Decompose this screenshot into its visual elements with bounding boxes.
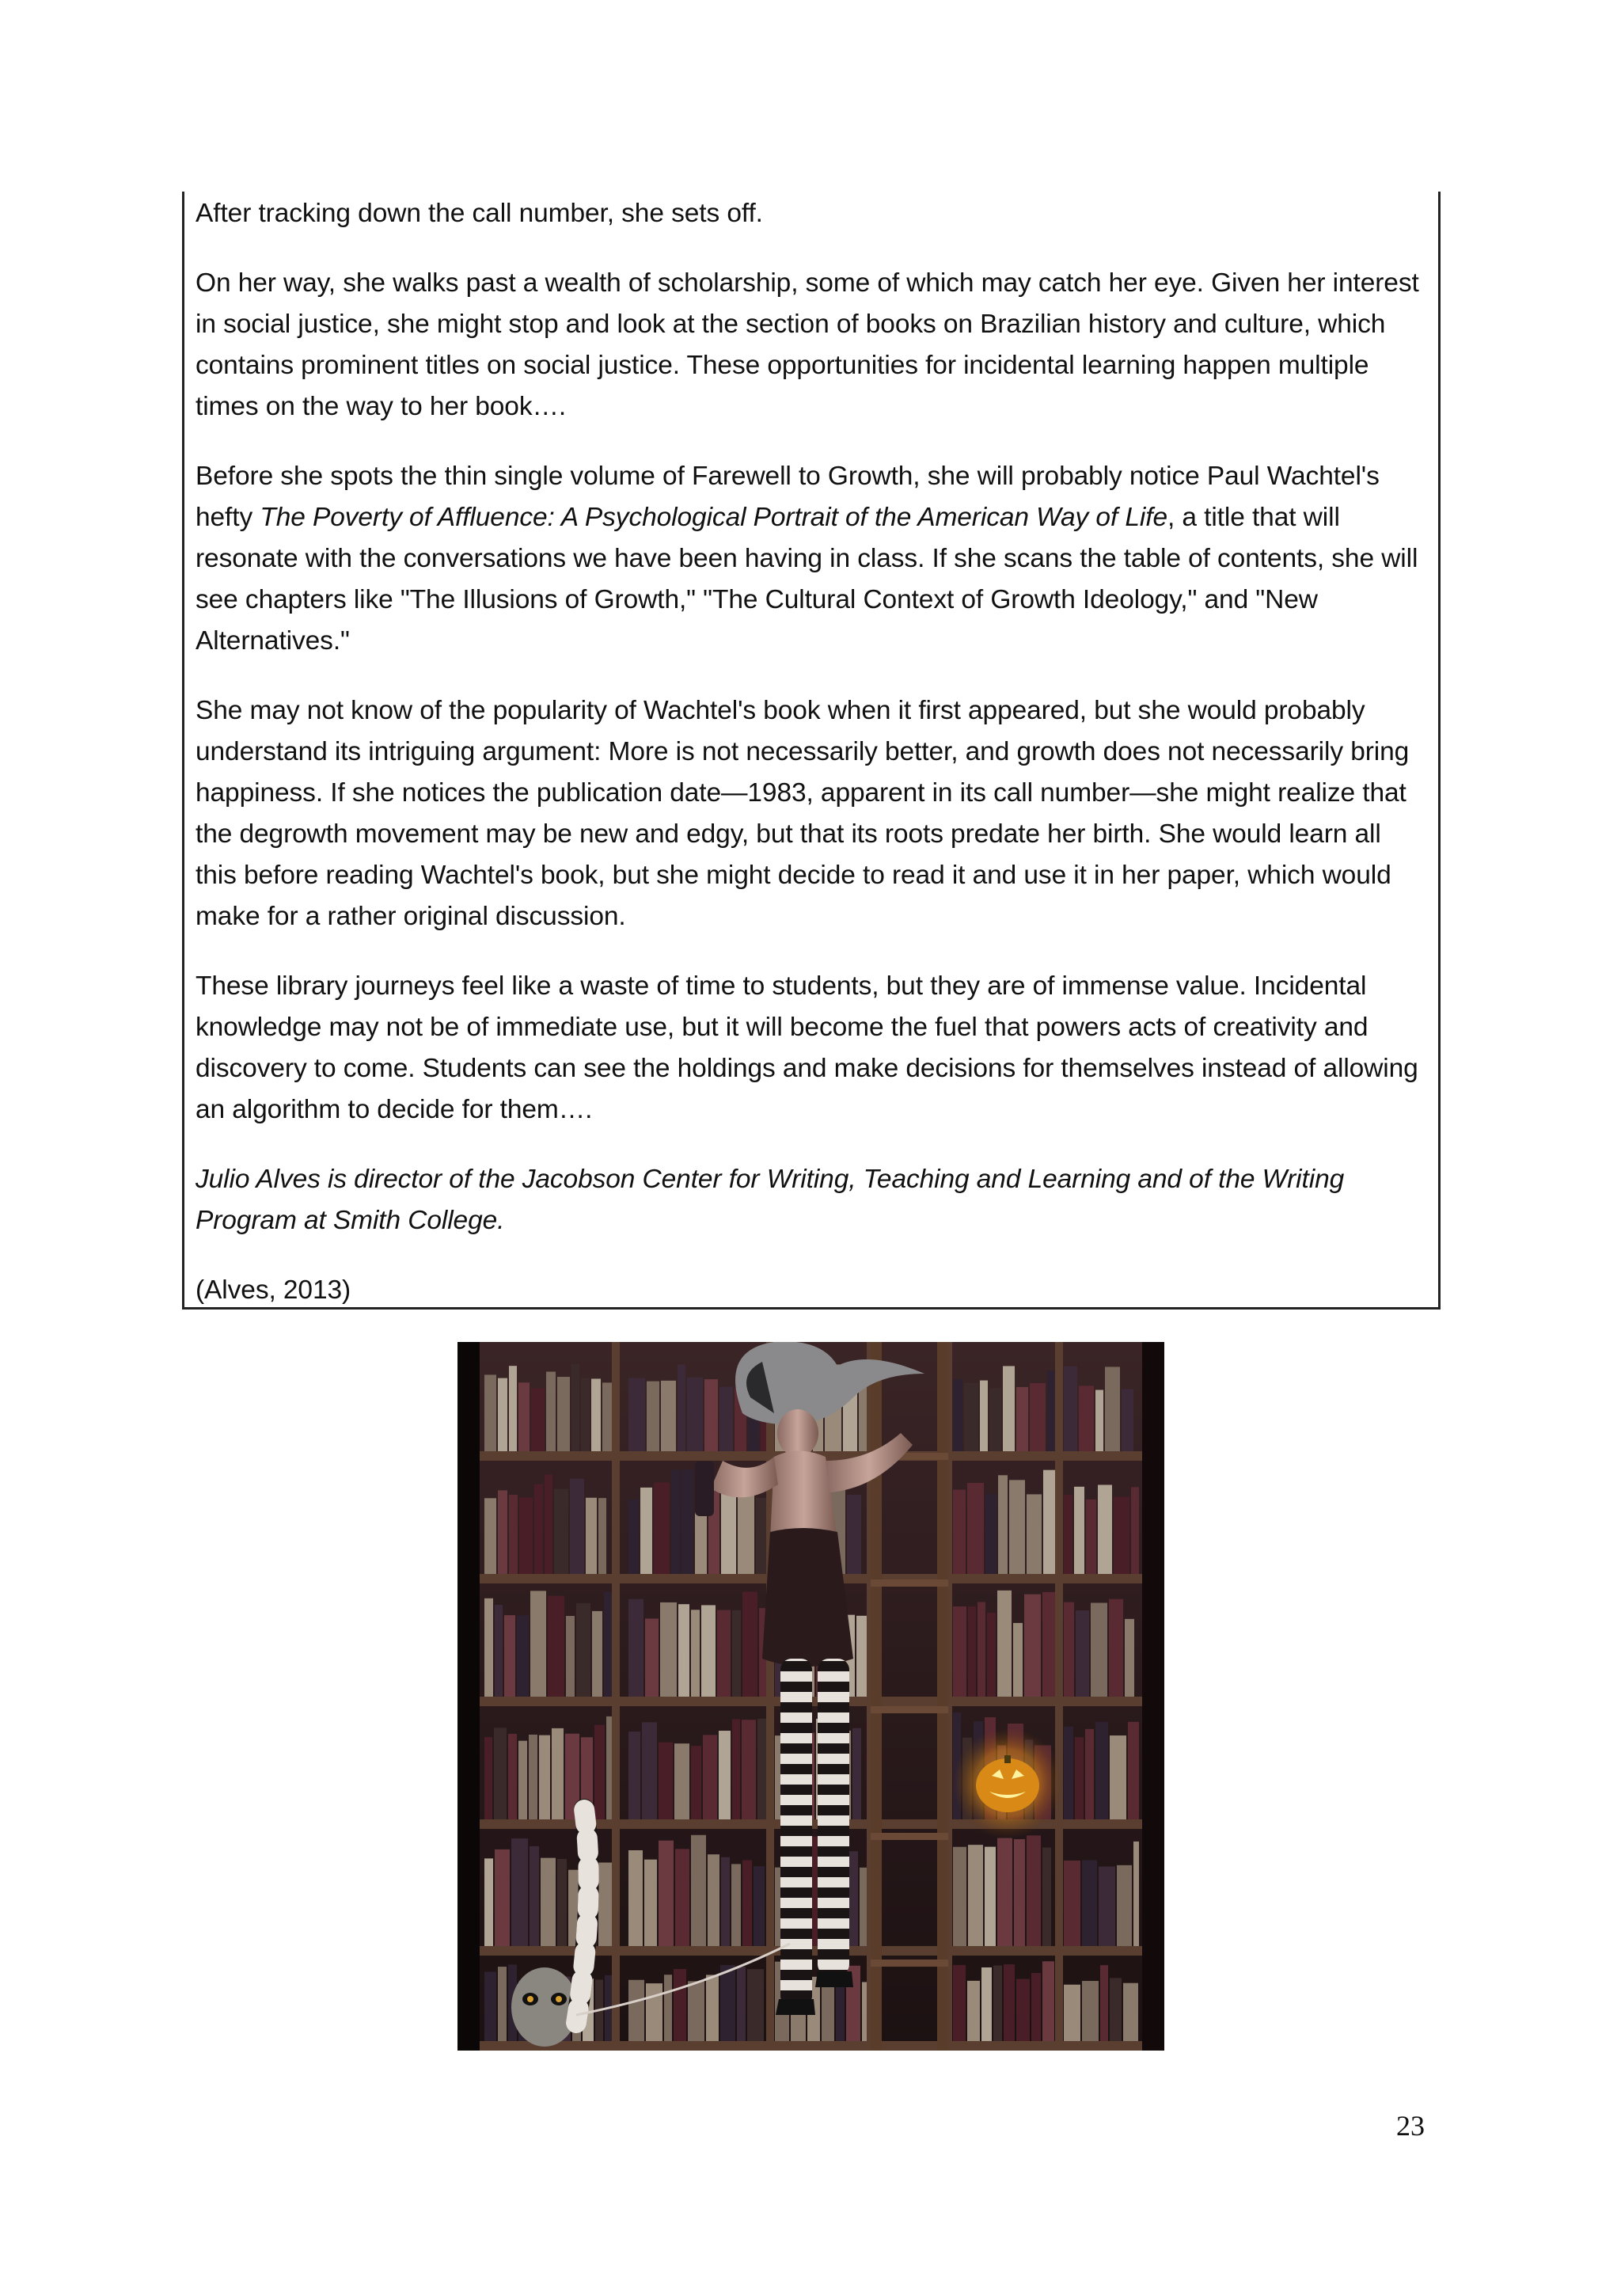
author-note: Julio Alves is director of the Jacobson Center for Writing, Teaching and Learning and of the Writing Program at Smith College. (196, 1165, 1345, 1235)
library-illustration (457, 1342, 1164, 2051)
book-title: The Poverty of Affluence: A Psychological Portrait of the American Way of Life (260, 503, 1167, 532)
citation: (Alves, 2013) (196, 1275, 351, 1305)
quote-box (182, 192, 1441, 1310)
paragraph-4: She may not know of the popularity of Wachtel's book when it first appeared, but she would probably understand its intriguing argument: More is not necessarily better, and growth does not necessarily bring happiness. If she notices the publication date—1983, apparent in its call number—she might realize that the degrowth movement may be new and edgy, but that its roots predate her birth. She would learn all this before reading Wachtel's book, but she might decide to read it and use it in her paper, which would make for a rather original discussion. (196, 696, 1410, 931)
paragraph-2: On her way, she walks past a wealth of scholarship, some of which may catch her eye. Given her interest in social justice, she might stop and look at the section of books on Brazilian history and culture, which contains prominent titles on social justice. These opportunities for incidental learning happen multiple times on the way to her book…. (196, 268, 1419, 421)
page-number: 23 (1396, 2110, 1425, 2142)
paragraph-3 (196, 456, 1427, 662)
paragraph-3-end: , a title that will resonate with the conversations we have been having in class. If she scans the table of contents, she will see chapters like "The Illusions of Growth," "The Cultural Context of Growth Ideology," and "New Alternatives." (196, 503, 1418, 656)
pumpkin (952, 1728, 1063, 1838)
paragraph-1: After tracking down the call number, she sets off. (196, 199, 763, 228)
library-illustration-art (457, 1342, 1164, 2051)
paragraph-5: These library journeys feel like a waste of time to students, but they are of immense value. Incidental knowledge may not be of immediate use, but it will become the fuel that powers acts of creativity and discovery to come. Students can see the holdings and make decisions for themselves instead of allowing an algorithm to decide for them…. (196, 971, 1418, 1124)
paragraph-3-start: Before she spots the thin single volume of Farewell to Growth, she will probably notice Paul Wachtel's hefty (196, 462, 1380, 532)
